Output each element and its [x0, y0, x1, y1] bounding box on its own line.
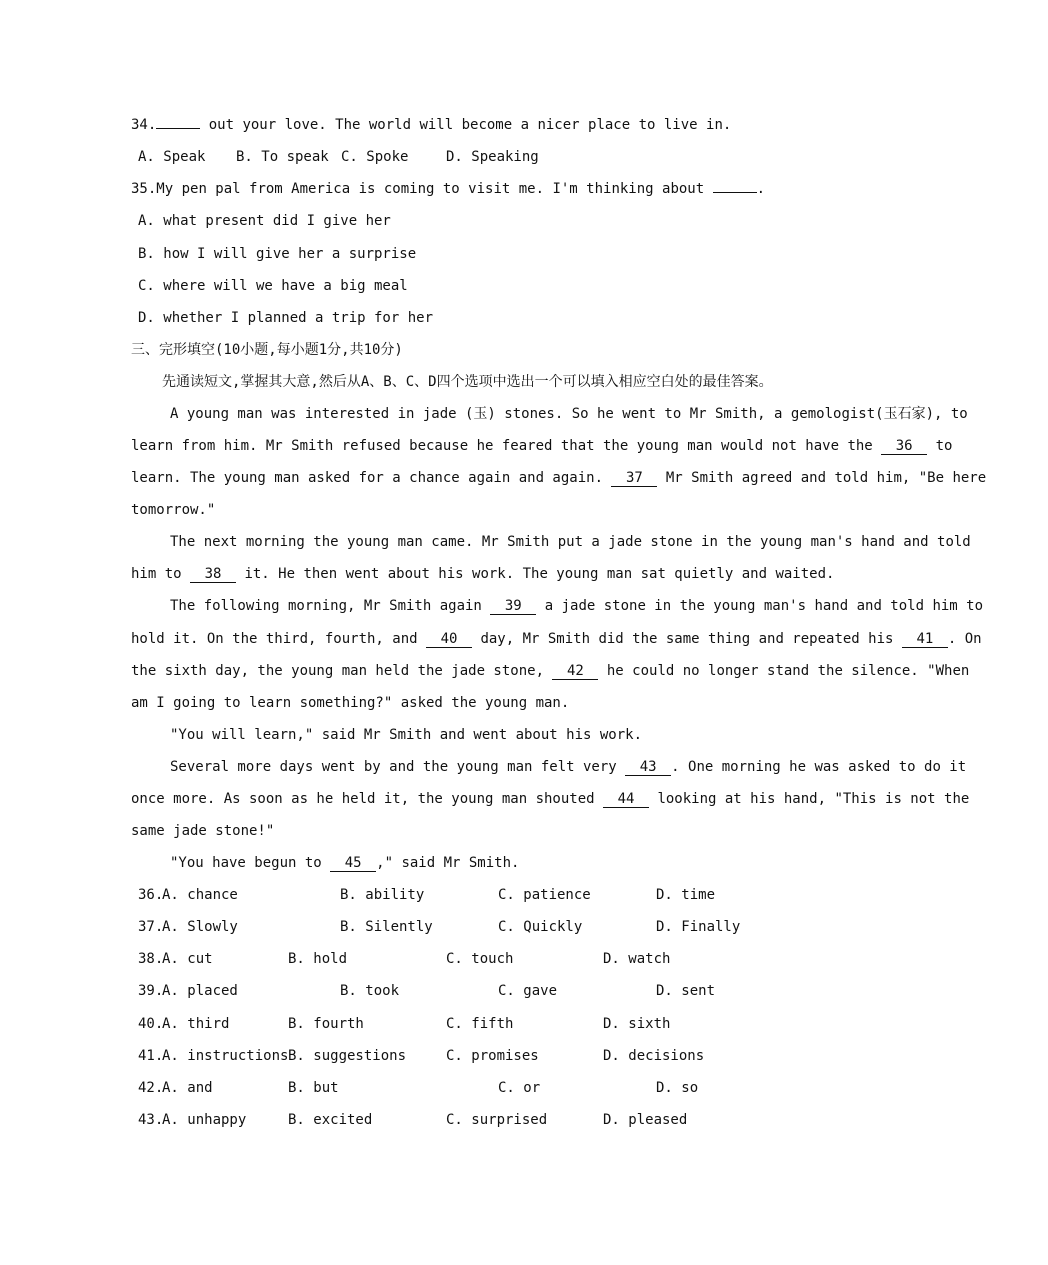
answer-number: 39.	[138, 983, 164, 999]
passage-line	[170, 596, 983, 616]
option-b[interactable]: B. took	[340, 983, 400, 999]
passage-line: same jade stone!"	[131, 823, 275, 839]
passage-line	[131, 468, 986, 488]
option-d[interactable]: D. decisions	[603, 1048, 705, 1064]
option-b[interactable]: B. suggestions	[288, 1048, 407, 1064]
text: Mr Smith agreed and told him, "Be here	[657, 470, 987, 486]
blank-36[interactable]: 36	[881, 438, 927, 455]
text: the sixth day, the young man held the jade stone,	[131, 663, 553, 679]
option-b[interactable]: B. but	[288, 1080, 339, 1096]
question-number: 34.	[131, 117, 157, 133]
passage-line	[170, 757, 966, 777]
option-c[interactable]: C. fifth	[446, 1016, 514, 1032]
option-b[interactable]: B. excited	[288, 1112, 373, 1128]
answer-number: 37.	[138, 919, 164, 935]
text: ," said Mr Smith.	[376, 855, 520, 871]
passage-line	[131, 661, 969, 681]
text: once more. As soon as he held it, the young man shouted	[131, 791, 604, 807]
answer-number: 41.	[138, 1048, 164, 1064]
passage-line	[131, 629, 982, 649]
q34-option-a: A. Speak	[138, 149, 206, 165]
text: learn from him. Mr Smith refused because he feared that the young man would not have the	[131, 438, 882, 454]
text: a jade stone in the young man's hand and told him to	[536, 598, 984, 614]
passage-line	[170, 853, 519, 873]
question-stem: My pen pal from America is coming to visit me. I'm thinking about	[156, 181, 713, 197]
passage-line	[131, 436, 952, 456]
q35-option-a: A. what present did I give her	[138, 213, 391, 229]
option-d[interactable]: D. Finally	[656, 919, 741, 935]
option-a[interactable]: A. and	[162, 1080, 213, 1096]
section-heading: 三、完形填空(10小题,每小题1分,共10分)	[131, 342, 403, 358]
text: "You have begun to	[170, 855, 331, 871]
q34-option-c: C. Spoke	[341, 149, 409, 165]
passage-line	[131, 564, 834, 584]
blank-38[interactable]: 38	[190, 566, 236, 583]
text: . On	[947, 631, 982, 647]
blank-44[interactable]: 44	[603, 791, 649, 808]
option-c[interactable]: C. touch	[446, 951, 514, 967]
option-b[interactable]: B. hold	[288, 951, 348, 967]
option-a[interactable]: A. unhappy	[162, 1112, 247, 1128]
option-c[interactable]: C. or	[498, 1080, 541, 1096]
option-c[interactable]: C. patience	[498, 887, 591, 903]
passage-line: The next morning the young man came. Mr Smith put a jade stone in the young man's hand and told	[170, 534, 971, 550]
blank-40[interactable]: 40	[426, 631, 472, 648]
blank-39[interactable]: 39	[490, 598, 536, 615]
blank-43[interactable]: 43	[625, 759, 671, 776]
answer-number: 38.	[138, 951, 164, 967]
option-c[interactable]: C. gave	[498, 983, 558, 999]
option-a[interactable]: A. chance	[162, 887, 238, 903]
passage-line: "You will learn," said Mr Smith and went about his work.	[170, 727, 643, 743]
blank-37[interactable]: 37	[611, 470, 657, 487]
text: Several more days went by and the young man felt very	[170, 759, 626, 775]
blank-45[interactable]: 45	[330, 855, 376, 872]
option-d[interactable]: D. pleased	[603, 1112, 688, 1128]
q34-option-b: B. To speak	[236, 149, 329, 165]
text: hold it. On the third, fourth, and	[131, 631, 427, 647]
answer-number: 40.	[138, 1016, 164, 1032]
q35-option-b: B. how I will give her a surprise	[138, 246, 417, 262]
text: to	[927, 438, 953, 454]
passage-line	[131, 789, 969, 809]
section-instruction: 先通读短文,掌握其大意,然后从A、B、C、D四个选项中选出一个可以填入相应空白处的最佳答案。	[162, 374, 773, 390]
option-a[interactable]: A. Slowly	[162, 919, 238, 935]
option-a[interactable]: A. placed	[162, 983, 238, 999]
answer-blank[interactable]	[156, 128, 200, 129]
question-stem: out your love. The world will become a nicer place to live in.	[200, 117, 732, 133]
option-a[interactable]: A. third	[162, 1016, 230, 1032]
option-d[interactable]: D. so	[656, 1080, 699, 1096]
option-d[interactable]: D. sent	[656, 983, 716, 999]
question-34	[131, 115, 731, 135]
text: . One morning he was asked to do it	[671, 759, 967, 775]
text: looking at his hand, "This is not the	[649, 791, 970, 807]
text: him to	[131, 566, 191, 582]
option-a[interactable]: A. cut	[162, 951, 213, 967]
option-b[interactable]: B. fourth	[288, 1016, 364, 1032]
blank-42[interactable]: 42	[552, 663, 598, 680]
text: it. He then went about his work. The young man sat quietly and waited.	[236, 566, 835, 582]
answer-blank[interactable]	[713, 192, 757, 193]
option-b[interactable]: B. Silently	[340, 919, 433, 935]
passage-line: am I going to learn something?" asked the young man.	[131, 695, 570, 711]
answer-number: 43.	[138, 1112, 164, 1128]
option-d[interactable]: D. watch	[603, 951, 671, 967]
option-c[interactable]: C. Quickly	[498, 919, 583, 935]
question-number: 35.	[131, 181, 157, 197]
text: The following morning, Mr Smith again	[170, 598, 491, 614]
answer-number: 42.	[138, 1080, 164, 1096]
q35-option-d: D. whether I planned a trip for her	[138, 310, 434, 326]
option-c[interactable]: C. promises	[446, 1048, 539, 1064]
text: learn. The young man asked for a chance again and again.	[131, 470, 612, 486]
option-d[interactable]: D. time	[656, 887, 716, 903]
question-35	[131, 179, 765, 199]
option-c[interactable]: C. surprised	[446, 1112, 548, 1128]
option-a[interactable]: A. instructions	[162, 1048, 289, 1064]
answer-number: 36.	[138, 887, 164, 903]
passage-line: tomorrow."	[131, 502, 216, 518]
text: he could no longer stand the silence. "When	[598, 663, 970, 679]
q35-option-c: C. where will we have a big meal	[138, 278, 408, 294]
stem-end: .	[756, 181, 766, 197]
q34-option-d: D. Speaking	[446, 149, 539, 165]
passage-line: A young man was interested in jade (玉) stones. So he went to Mr Smith, a gemologist(玉石家), to	[170, 406, 968, 422]
blank-41[interactable]: 41	[902, 631, 948, 648]
option-b[interactable]: B. ability	[340, 887, 425, 903]
text: day, Mr Smith did the same thing and repeated his	[472, 631, 902, 647]
option-d[interactable]: D. sixth	[603, 1016, 671, 1032]
